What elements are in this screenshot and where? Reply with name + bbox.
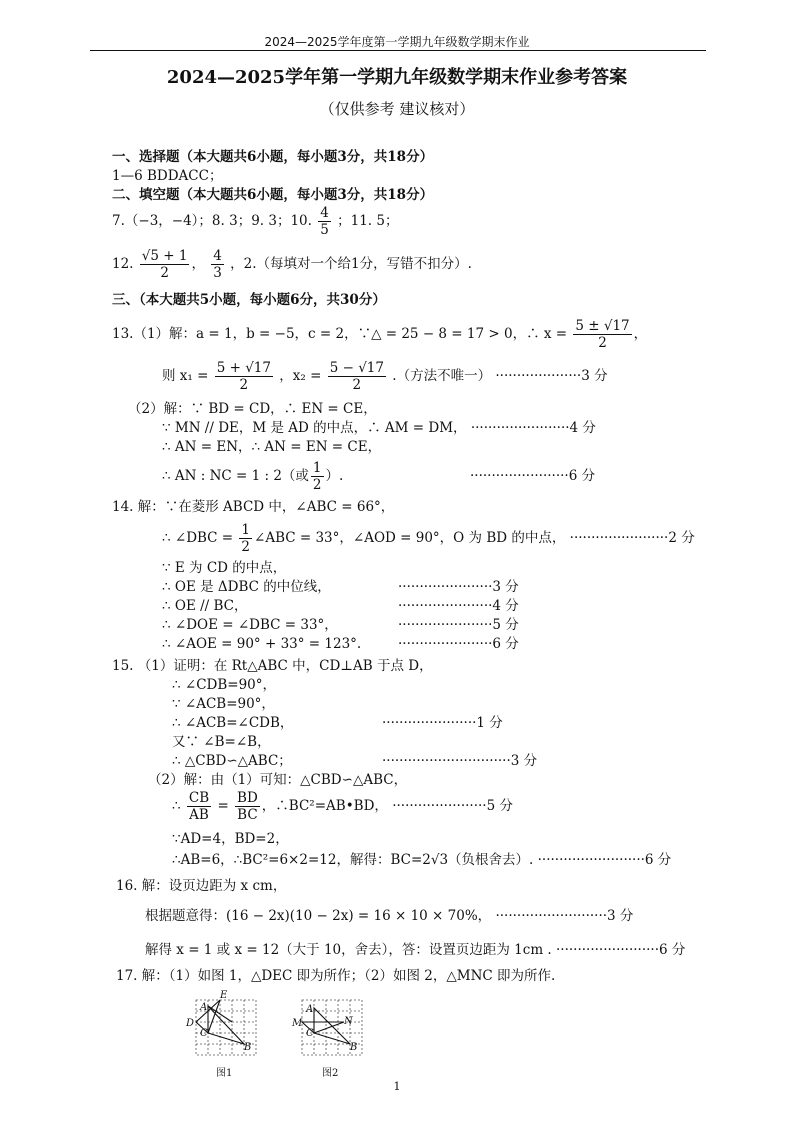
numerator: 4 <box>213 248 222 264</box>
q15-line7: （2）解：由（1）可知：△CBD∽△ABC， <box>148 772 408 788</box>
answer-12 <box>112 248 472 281</box>
fig1-label-a: A <box>200 1002 208 1013</box>
q15-score1: ······················1 分 <box>382 715 503 731</box>
q13-score6: ·······················6 分 <box>470 468 596 484</box>
section3-heading: 三、（本大题共5小题，每小题6分，共30分） <box>112 292 386 308</box>
q15-line5: 又∵ ∠B=∠B， <box>172 734 271 750</box>
fig1-caption: 图1 <box>216 1068 233 1079</box>
fraction <box>215 360 273 393</box>
q14-line2-end: ∠ABC = 33°，∠AOD = 90°，O 为 BD 的中点， ·······················2 分 <box>254 530 695 546</box>
fig2-label-a: A <box>306 1004 314 1015</box>
fig2-caption: 图2 <box>322 1068 339 1079</box>
q13-line3: （2）解：∵ BD = CD，∴ EN = CE， <box>128 401 377 417</box>
q13-line2-mid: ，x₂ = <box>279 368 322 384</box>
q15-line3: ∵ ∠ACB=90°， <box>172 696 275 712</box>
numerator: 5 + √17 <box>216 360 271 376</box>
q15-line9: ∵AD=4，BD=2， <box>172 831 289 847</box>
fig1-label-d: D <box>186 1018 195 1029</box>
numerator: 5 − √17 <box>329 360 384 376</box>
separator: ， <box>191 256 205 272</box>
fraction <box>239 522 252 555</box>
q16-line1: 16. 解：设页边距为 x cm， <box>116 878 287 894</box>
q15-score3: ······························3 分 <box>382 753 538 769</box>
denominator: 2 <box>241 539 251 555</box>
denominator: 5 <box>320 222 329 238</box>
denominator: 2 <box>598 335 607 351</box>
q15-line4: ∴ ∠ACB=∠CDB， <box>172 715 294 731</box>
answer-12-label: 12. <box>112 256 134 272</box>
q13-line2-pre: 则 x₁ = <box>162 368 209 384</box>
numerator: CB <box>188 790 210 806</box>
q15-line8 <box>172 790 513 823</box>
q14-line6: ∴ ∠DOE = ∠DBC = 33°， <box>162 617 338 633</box>
page-subtitle: （仅供参考 建议核对） <box>319 100 475 118</box>
fraction <box>311 460 324 493</box>
q16-line2: 根据题意得：(16 − 2x)(10 − 2x) = 16 × 10 × 70%， ··························3 分 <box>145 908 634 924</box>
q15-line2: ∴ ∠CDB=90°， <box>172 677 277 693</box>
answer-7-11-end: ；11. 5； <box>337 213 399 229</box>
numerator: 4 <box>320 205 329 221</box>
figure-2 <box>290 990 376 1080</box>
denominator: AB <box>189 807 209 823</box>
header-rule <box>90 50 706 51</box>
q14-line5: ∴ OE // BC， <box>162 598 248 614</box>
denominator: 3 <box>213 265 222 281</box>
page-title: 2024—2025学年第一学期九年级数学期末作业参考答案 <box>166 67 628 88</box>
q16-line3: 解得 x = 1 或 x = 12（大于 10，舍去），答：设置页边距为 1cm . ························6 分 <box>145 942 686 958</box>
q13-line6-pre: ∴ AN : NC = 1 : 2（或 <box>162 468 309 484</box>
fraction <box>573 318 631 351</box>
numerator: √5 + 1 <box>141 248 188 264</box>
q13-line1-end: ， <box>633 326 648 342</box>
fraction <box>328 360 386 393</box>
q15-line8-end: ，∴BC²=AB•BD， ······················5 分 <box>261 798 513 814</box>
fraction <box>211 248 224 281</box>
q14-line2 <box>162 522 695 555</box>
numerator: 5 ± √17 <box>575 318 630 334</box>
q13-line2 <box>162 360 608 393</box>
denominator: 2 <box>160 265 169 281</box>
fraction <box>187 790 211 823</box>
fraction <box>235 790 260 823</box>
q13-line1-text: 13.（1）解：a = 1，b = −5，c = 2，∵△ = 25 − 8 = 17 > 0，∴ x = <box>112 326 568 342</box>
equals: = <box>217 798 229 814</box>
numerator: 1 <box>241 522 251 538</box>
fig2-label-m: M <box>292 1018 303 1029</box>
denominator: 2 <box>239 377 249 393</box>
numerator: 1 <box>312 460 322 476</box>
fig1-label-e: E <box>220 990 228 1001</box>
page-header: 2024—2025学年度第一学期九年级数学期末作业 <box>264 35 530 49</box>
q13-line1 <box>112 318 647 351</box>
answer-7-11-text: 7.（−3，−4）；8. 3；9. 3；10. <box>112 213 312 229</box>
q14-line7: ∴ ∠AOE = 90° + 33° = 123°. <box>162 636 362 652</box>
q14-line3: ∵ E 为 CD 的中点， <box>162 560 287 576</box>
figure-1 <box>184 990 270 1080</box>
q13-line6-end: ）. <box>325 468 344 484</box>
fraction <box>318 205 331 238</box>
q15-line6: ∴ △CBD∽△ABC； <box>172 753 292 769</box>
page-number: 1 <box>393 1080 401 1093</box>
q14-score6: ······················6 分 <box>398 636 519 652</box>
q13-line6 <box>162 460 343 493</box>
fig1-label-b: B <box>244 1042 252 1053</box>
q13-line5: ∴ AN = EN，∴ AN = EN = CE， <box>162 439 382 455</box>
section2-heading: 二、填空题（本大题共6小题，每小题3分，共18分） <box>112 187 434 203</box>
answer-12-end: ，2.（每填对一个给1分，写错不扣分）. <box>230 256 472 272</box>
q14-score5: ······················5 分 <box>398 617 519 633</box>
fig1-label-c: C <box>200 1028 208 1039</box>
q13-line4: ∵ MN // DE，M 是 AD 的中点，∴ AM = DM， ·······················4 分 <box>162 420 596 436</box>
q13-line2-end: .（方法不唯一） ····················3 分 <box>392 368 608 384</box>
q15-line1: 15. （1）证明：在 Rt△ABC 中，CD⊥AB 于点 D， <box>112 658 433 674</box>
answer-7-11 <box>112 205 398 238</box>
denominator: 2 <box>352 377 362 393</box>
fig2-label-c: C <box>306 1028 314 1039</box>
section1-heading: 一、选择题（本大题共6小题，每小题3分，共18分） <box>112 149 434 165</box>
fig2-label-b: B <box>350 1042 358 1053</box>
fig2-label-n: N <box>344 1016 353 1027</box>
q15-line8-pre: ∴ <box>172 798 181 814</box>
section1-answers: 1—6 BDDACC； <box>112 168 223 184</box>
q14-line1: 14. 解：∵在菱形 ABCD 中，∠ABC = 66°， <box>112 499 395 515</box>
denominator: BC <box>237 807 258 823</box>
fraction <box>140 248 190 281</box>
q14-line4: ∴ OE 是 ΔDBC 的中位线， <box>162 579 331 595</box>
q14-score4: ······················4 分 <box>398 598 519 614</box>
q15-line10: ∴AB=6，∴BC²=6×2=12，解得：BC=2√3（负根舍去）. ·························6 分 <box>172 852 672 868</box>
denominator: 2 <box>312 477 322 493</box>
numerator: BD <box>237 790 258 806</box>
q17-line1: 17. 解：（1）如图 1，△DEC 即为所作；（2）如图 2，△MNC 即为所作. <box>116 968 556 984</box>
q14-score3: ······················3 分 <box>398 579 519 595</box>
q14-line2-pre: ∴ ∠DBC = <box>162 530 234 546</box>
